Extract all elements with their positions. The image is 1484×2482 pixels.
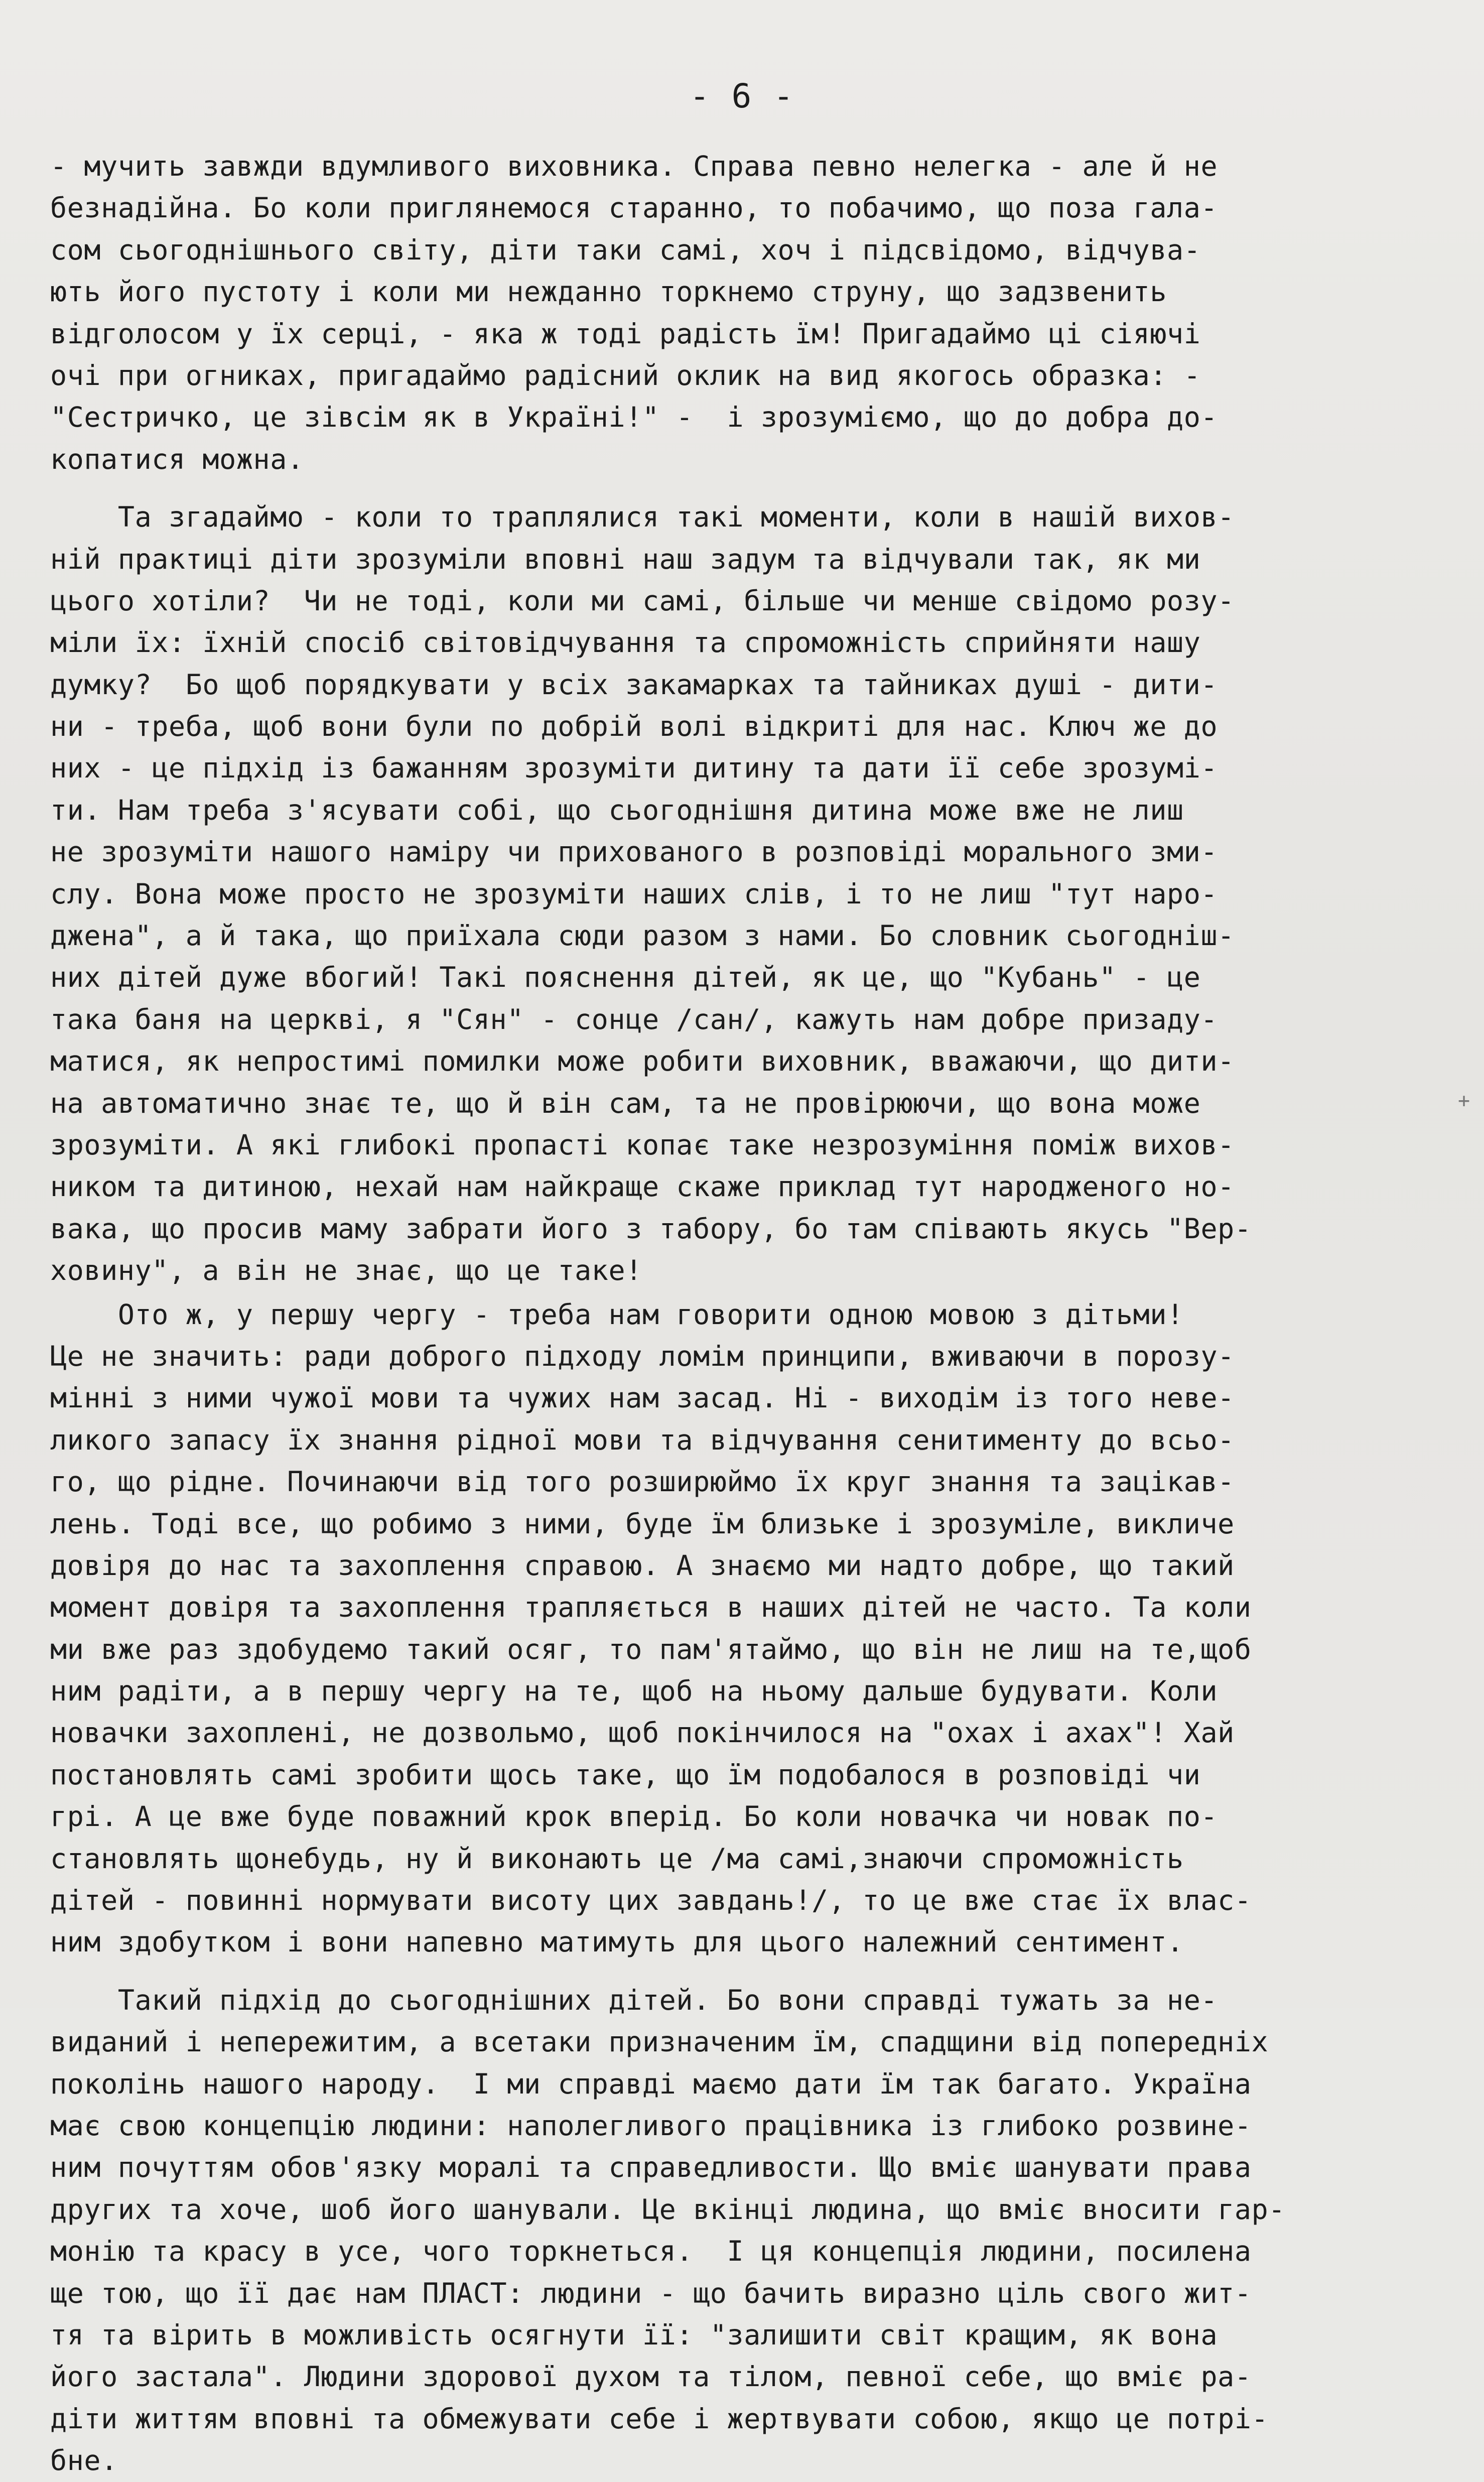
text-line: очі при огниках, пригадаймо радісний оклик на вид якогось образка: - [50, 359, 1201, 391]
text-line: виданий і непережитим, а всетаки призначеним їм, спадщини від попередніх [50, 2026, 1269, 2058]
text-line: Такий підхід до сьогоднішних дітей. Бо вони справді тужать за не- [50, 1984, 1218, 2016]
text-line: зрозуміти. А які глибокі пропасті копає таке незрозуміння поміж вихов- [50, 1128, 1235, 1161]
text-line: грі. А це вже буде поважний крок вперід. Бо коли новачка чи новак по- [50, 1800, 1218, 1833]
text-line: ти. Нам треба з'ясувати собі, що сьогоднішня дитина може вже не лиш [50, 794, 1184, 826]
text-line: ми вже раз здобудемо такий осяг, то пам'ятаймо, що він не лиш на те,щоб [50, 1633, 1252, 1665]
text-line: ни - треба, щоб вони були по добрій волі відкриті для нас. Ключ же до [50, 710, 1218, 743]
text-line: думку? Бо щоб порядкувати у всіх закамарках та тайниках душі - дити- [50, 668, 1218, 701]
text-line: вака, що просив маму забрати його з табору, бо там співають якусь "Вер- [50, 1212, 1252, 1245]
text-line: ником та дитиною, нехай нам найкраще скаже приклад тут народженого но- [50, 1170, 1235, 1203]
text-line: ним здобутком і вони напевно матимуть для цього належний сентимент. [50, 1926, 1184, 1958]
text-line: тя та вірить в можливість осягнути її: "залишити світ кращим, як вона [50, 2318, 1218, 2351]
text-line: поколінь нашого народу. І ми справді маємо дати їм так багато. Україна [50, 2067, 1252, 2100]
text-line: мінні з ними чужої мови та чужих нам засад. Ні - виходім із того неве- [50, 1382, 1235, 1414]
page-number: - 6 - [690, 77, 794, 115]
text-line: Це не значить: ради доброго підходу ломім принципи, вживаючи в порозу- [50, 1340, 1235, 1372]
text-line: безнадійна. Бо коли приглянемося старанно, то побачимо, що поза гала- [50, 192, 1218, 224]
margin-mark: + [1458, 1089, 1470, 1112]
text-line: монію та красу в усе, чого торкнеться. І ця концепція людини, посилена [50, 2235, 1252, 2268]
text-line: - мучить завжди вдумливого виховника. Справа певно нелегка - але й не [50, 150, 1218, 182]
text-line: них - це підхід із бажанням зрозуміти дитину та дати її себе зрозумі- [50, 752, 1218, 785]
text-line: копатися можна. [50, 443, 304, 475]
text-line: матися, як непростимі помилки може робити виховник, вважаючи, що дити- [50, 1045, 1235, 1078]
text-line: сом сьогоднішнього світу, діти таки самі, хоч і підсвідомо, відчува- [50, 233, 1201, 266]
paragraph-1 [50, 146, 1435, 480]
text-line: дітей - повинні нормувати висоту цих завдань!/, то це вже стає їх влас- [50, 1884, 1252, 1917]
text-line: Та згадаймо - коли то траплялися такі моменти, коли в нашій вихов- [50, 501, 1235, 534]
text-line: ликого запасу їх знання рідної мови та відчування сенитименту до всьо- [50, 1423, 1235, 1456]
text-line: слу. Вона може просто не зрозуміти наших слів, і то не лиш "тут наро- [50, 877, 1218, 910]
text-line: на автоматично знає те, що й він сам, та не провірюючи, що вона може [50, 1087, 1201, 1119]
text-line: ним радіти, а в першу чергу на те, щоб на ньому дальше будувати. Коли [50, 1675, 1218, 1708]
text-line: момент довіря та захоплення трапляється в наших дітей не часто. Та коли [50, 1591, 1252, 1624]
text-line: має свою концепцію людини: наполегливого працівника із глибоко розвине- [50, 2109, 1252, 2142]
text-line: не зрозуміти нашого наміру чи прихованого в розповіді морального зми- [50, 836, 1218, 868]
text-line: них дітей дуже вбогий! Такі пояснення дітей, як це, що "Кубань" - це [50, 961, 1201, 994]
text-line: ють його пустоту і коли ми нежданно торкнемо струну, що задзвенить [50, 276, 1167, 308]
text-line: новачки захоплені, не дозвольмо, щоб покінчилося на "охах і ахах"! Хай [50, 1717, 1235, 1749]
text-line: міли їх: їхній спосіб світовідчування та спроможність сприйняти нашу [50, 626, 1201, 659]
text-line: ховину", а він не знає, що це таке! [50, 1254, 642, 1287]
text-line: бне. [50, 2444, 118, 2477]
paragraph-3 [50, 1294, 1435, 1964]
text-line: діти життям вповні та обмежувати себе і жертвувати собою, якщо це потрі- [50, 2402, 1269, 2435]
text-line: ще тою, що її дає нам ПЛАСТ: людини - що бачить виразно ціль свого жит- [50, 2277, 1252, 2309]
text-line: других та хоче, шоб його шанували. Це вкінці людина, що вміє вносити гар- [50, 2193, 1286, 2226]
text-line: така баня на церкві, я "Сян" - сонце /сан/, кажуть нам добре призаду- [50, 1003, 1218, 1035]
text-line: ній практиці діти зрозуміли вповні наш задум та відчували так, як ми [50, 543, 1201, 575]
text-line: цього хотіли? Чи не тоді, коли ми самі, більше чи менше свідомо розу- [50, 584, 1235, 617]
body-text [50, 146, 1435, 2481]
text-line: Ото ж, у першу чергу - треба нам говорити одною мовою з дітьми! [50, 1298, 1184, 1331]
paragraph-4 [50, 1980, 1435, 2482]
text-line: ним почуттям обов'язку моралі та справедливости. Що вміє шанувати права [50, 2151, 1252, 2184]
text-line: довіря до нас та захоплення справою. А знаємо ми надто добре, що такий [50, 1549, 1235, 1582]
text-line: го, що рідне. Починаючи від того розширюймо їх круг знання та зацікав- [50, 1466, 1235, 1498]
text-line: постановлять самі зробити щось таке, що їм подобалося в розповіді чи [50, 1758, 1201, 1791]
text-line: відголосом у їх серці, - яка ж тоді радість їм! Пригадаймо ці сіяючі [50, 317, 1201, 350]
text-line: його застала". Людини здорової духом та тілом, певної себе, що вміє ра- [50, 2361, 1252, 2393]
text-line: лень. Тоді все, що робимо з ними, буде їм близьке і зрозуміле, викличе [50, 1507, 1235, 1540]
text-line: джена", а й така, що приїхала сюди разом з нами. Бо словник сьогоднiш- [50, 920, 1235, 952]
text-line: "Сестричко, це зівсім як в Україні!" - і зрозуміємо, що до добра до- [50, 401, 1218, 434]
text-line: становлять щонебудь, ну й виконають це /ма самі,знаючи спроможність [50, 1842, 1184, 1875]
paragraph-2 [50, 496, 1435, 1291]
